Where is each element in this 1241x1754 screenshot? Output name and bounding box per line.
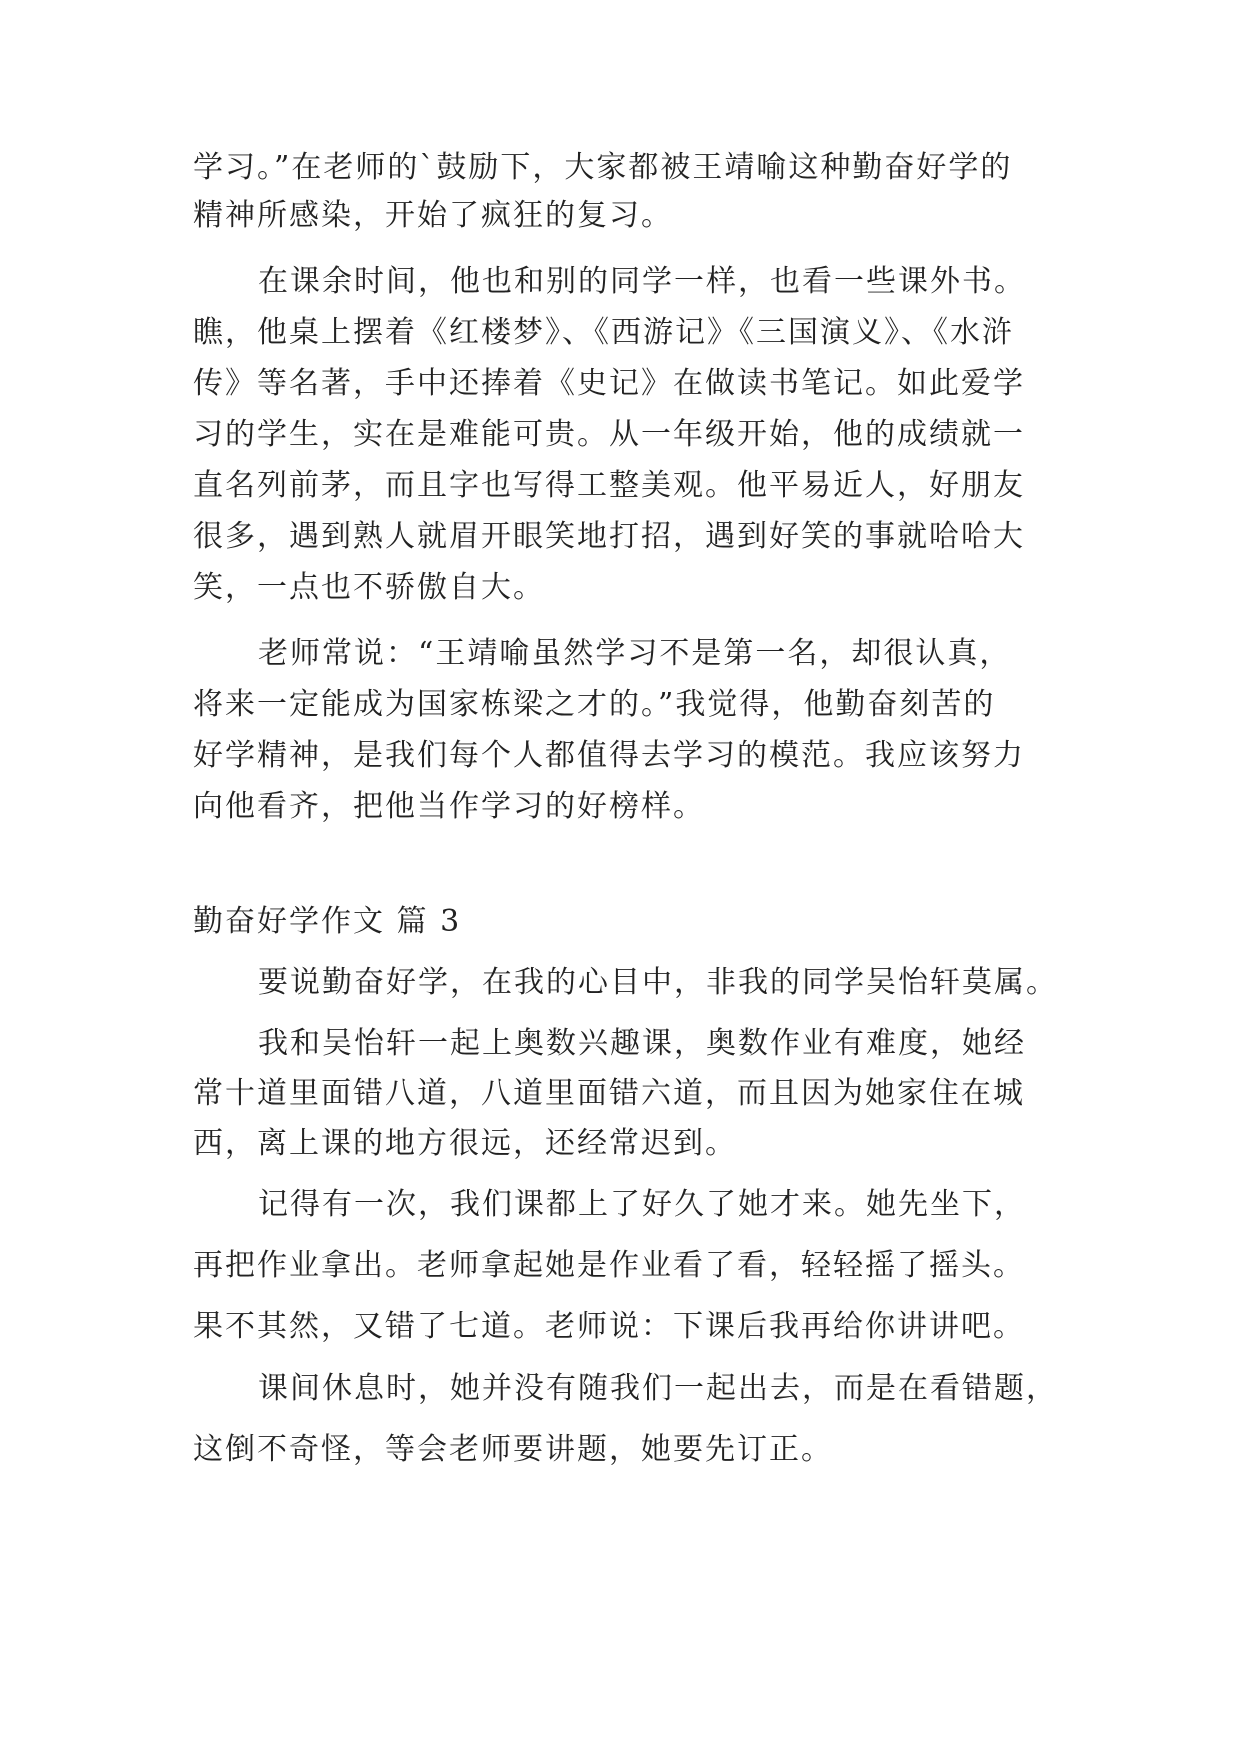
text-line: 习的学生，实在是难能可贵。从一年级开始，他的成绩就一 bbox=[193, 417, 1025, 452]
text-line: 笑，一点也不骄傲自大。 bbox=[193, 570, 545, 605]
text-line: 老师常说：“王靖喻虽然学习不是第一名，却很认真， bbox=[258, 636, 1012, 671]
text-line: 将来一定能成为国家栋梁之才的。”我觉得，他勤奋刻苦的 bbox=[193, 687, 996, 722]
text-line: 这倒不奇怪，等会老师要讲题，她要先订正。 bbox=[193, 1432, 833, 1467]
text-line: 好学精神，是我们每个人都值得去学习的模范。我应该努力 bbox=[193, 738, 1025, 773]
text-line: 精神所感染，开始了疯狂的复习。 bbox=[193, 198, 673, 233]
text-line: 常十道里面错八道，八道里面错六道，而且因为她家住在城 bbox=[193, 1076, 1025, 1111]
text-line: 记得有一次，我们课都上了好久了她才来。她先坐下， bbox=[258, 1187, 1026, 1222]
text-line: 在课余时间，他也和别的同学一样，也看一些课外书。 bbox=[258, 264, 1026, 299]
text-line: 西，离上课的地方很远，还经常迟到。 bbox=[193, 1126, 737, 1161]
text-line: 很多，遇到熟人就眉开眼笑地打招，遇到好笑的事就哈哈大 bbox=[193, 519, 1025, 554]
text-line: 学习。”在老师的`鼓励下，大家都被王靖喻这种勤奋好学的 bbox=[193, 150, 1013, 185]
text-line: 要说勤奋好学，在我的心目中，非我的同学吴怡轩莫属。 bbox=[258, 965, 1058, 1000]
text-line: 向他看齐，把他当作学习的好榜样。 bbox=[193, 789, 705, 824]
text-line: 我和吴怡轩一起上奥数兴趣课，奥数作业有难度，她经 bbox=[258, 1026, 1026, 1061]
text-line: 课间休息时，她并没有随我们一起出去，而是在看错题， bbox=[258, 1371, 1058, 1406]
text-line: 传》等名著，手中还捧着《史记》在做读书笔记。如此爱学 bbox=[193, 366, 1025, 401]
text-line: 直名列前茅，而且字也写得工整美观。他平易近人，好朋友 bbox=[193, 468, 1025, 503]
section-heading: 勤奋好学作文 篇 3 bbox=[193, 904, 462, 939]
text-line: 果不其然，又错了七道。老师说：下课后我再给你讲讲吧。 bbox=[193, 1309, 1025, 1344]
text-line: 瞧，他桌上摆着《红楼梦》、《西游记》《三国演义》、《水浒 bbox=[193, 315, 1014, 350]
text-line: 再把作业拿出。老师拿起她是作业看了看，轻轻摇了摇头。 bbox=[193, 1248, 1025, 1283]
